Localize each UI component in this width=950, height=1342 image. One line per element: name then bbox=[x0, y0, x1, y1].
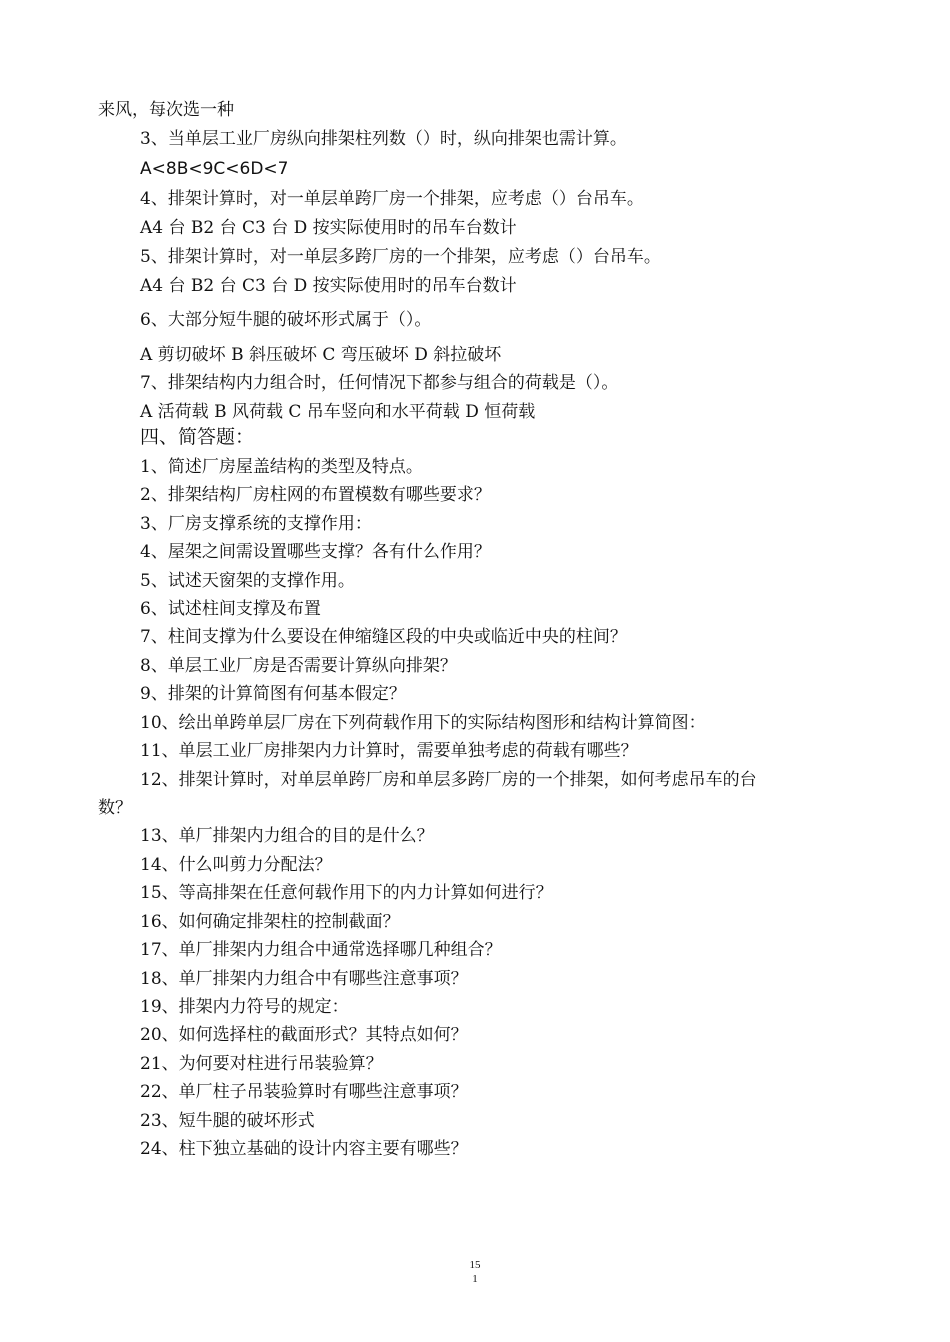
short-answer-2: 2、排架结构厂房柱网的布置模数有哪些要求？ bbox=[140, 485, 491, 505]
choice-options-5: A4 台 B2 台 C3 台 D 按实际使用时的吊车台数计 bbox=[140, 276, 517, 296]
short-answer-21: 21、为何要对柱进行吊装验算？ bbox=[140, 1054, 383, 1074]
choice-question-7: 7、排架结构内力组合时，任何情况下都参与组合的荷载是（）。 bbox=[140, 373, 619, 393]
short-answer-13: 13、单厂排架内力组合的目的是什么？ bbox=[140, 826, 434, 846]
choice-question-6: 6、大部分短牛腿的破坏形式属于（）。 bbox=[140, 310, 432, 330]
short-answer-1: 1、简述厂房屋盖结构的类型及特点。 bbox=[140, 457, 423, 477]
choice-options-3: A<8B<9C<6D<7 bbox=[140, 159, 289, 179]
short-answer-16: 16、如何确定排架柱的控制截面？ bbox=[140, 912, 400, 932]
short-answer-12-wrap: 数？ bbox=[98, 798, 132, 818]
short-answer-10: 10、绘出单跨单层厂房在下列荷载作用下的实际结构图形和结构计算简图： bbox=[140, 713, 706, 733]
short-answer-17: 17、单厂排架内力组合中通常选择哪几种组合？ bbox=[140, 940, 502, 960]
choice-question-3: 3、当单层工业厂房纵向排架柱列数（）时，纵向排架也需计算。 bbox=[140, 129, 627, 149]
continuation-text: 来风，每次选一种 bbox=[98, 100, 234, 120]
choice-options-4: A4 台 B2 台 C3 台 D 按实际使用时的吊车台数计 bbox=[140, 218, 517, 238]
short-answer-4: 4、屋架之间需设置哪些支撑？各有什么作用？ bbox=[140, 542, 491, 562]
choice-question-5: 5、排架计算时，对一单层多跨厂房的一个排架，应考虑（）台吊车。 bbox=[140, 247, 661, 267]
page-number-sub: 1 bbox=[472, 1273, 478, 1285]
page-number: 15 bbox=[469, 1259, 481, 1271]
short-answer-11: 11、单层工业厂房排架内力计算时，需要单独考虑的荷载有哪些？ bbox=[140, 741, 638, 761]
short-answer-22: 22、单厂柱子吊装验算时有哪些注意事项？ bbox=[140, 1082, 468, 1102]
choice-question-4: 4、排架计算时，对一单层单跨厂房一个排架，应考虑（）台吊车。 bbox=[140, 189, 644, 209]
short-answer-19: 19、排架内力符号的规定： bbox=[140, 997, 349, 1017]
short-answer-15: 15、等高排架在任意何载作用下的内力计算如何进行？ bbox=[140, 883, 553, 903]
section-heading: 四、简答题： bbox=[140, 426, 255, 448]
short-answer-20: 20、如何选择柱的截面形式？其特点如何？ bbox=[140, 1025, 468, 1045]
short-answer-9: 9、排架的计算简图有何基本假定？ bbox=[140, 684, 406, 704]
short-answer-8: 8、单层工业厂房是否需要计算纵向排架？ bbox=[140, 656, 457, 676]
short-answer-24: 24、柱下独立基础的设计内容主要有哪些？ bbox=[140, 1139, 468, 1159]
choice-options-6: A 剪切破坏 B 斜压破坏 C 弯压破坏 D 斜拉破坏 bbox=[140, 345, 502, 365]
short-answer-5: 5、试述天窗架的支撑作用。 bbox=[140, 571, 355, 591]
short-answer-18: 18、单厂排架内力组合中有哪些注意事项？ bbox=[140, 969, 468, 989]
short-answer-14: 14、什么叫剪力分配法？ bbox=[140, 855, 332, 875]
short-answer-23: 23、短牛腿的破坏形式 bbox=[140, 1111, 315, 1131]
short-answer-6: 6、试述柱间支撑及布置 bbox=[140, 599, 321, 619]
short-answer-7: 7、柱间支撑为什么要设在伸缩缝区段的中央或临近中央的柱间？ bbox=[140, 627, 627, 647]
short-answer-12: 12、排架计算时，对单层单跨厂房和单层多跨厂房的一个排架，如何考虑吊车的台 bbox=[140, 770, 757, 790]
short-answer-3: 3、厂房支撑系统的支撑作用： bbox=[140, 514, 372, 534]
choice-options-7: A 活荷载 B 风荷载 C 吊车竖向和水平荷载 D 恒荷载 bbox=[140, 402, 536, 422]
